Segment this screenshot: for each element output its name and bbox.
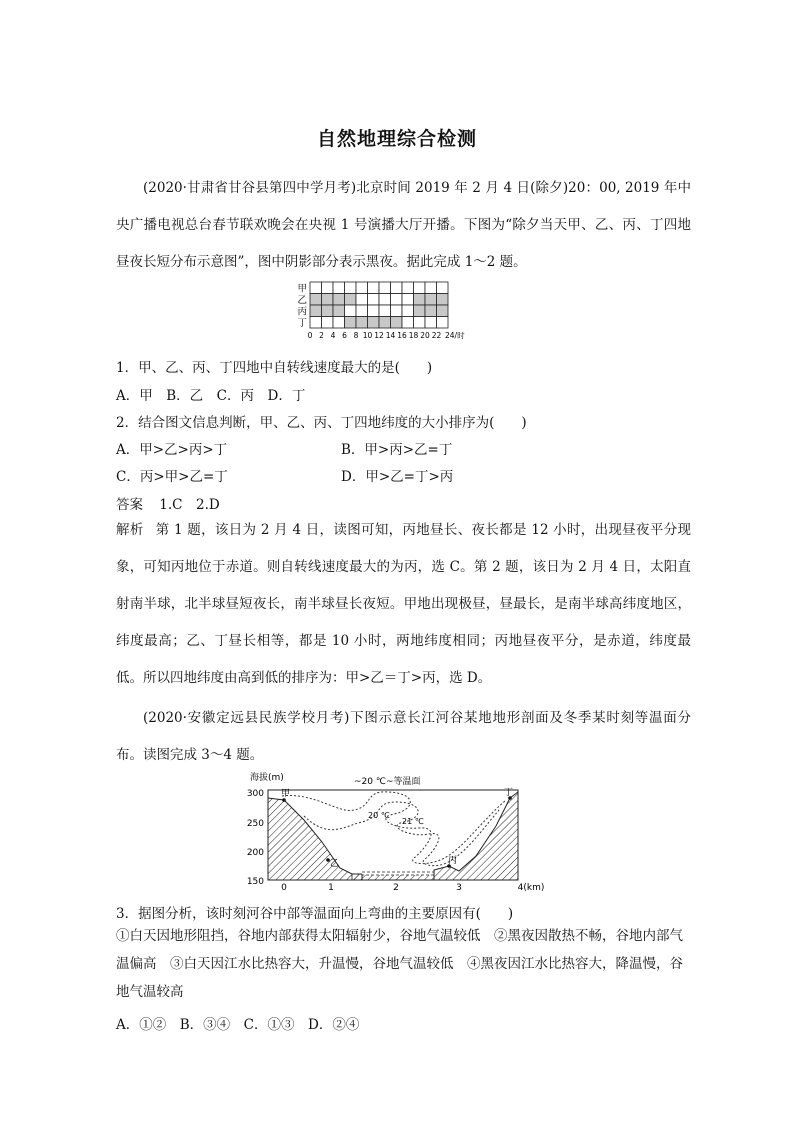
- day-cell: [333, 317, 345, 329]
- day-cell: [379, 305, 391, 317]
- day-cell: [345, 282, 357, 294]
- intro-paragraph-1: (2020·甘肃省甘谷县第四中学月考)北京时间 2019 年 2 月 4 日(除夕)20：00, 2019 年中央广播电视总台春节联欢晚会在央视 1 号演播大厅开播。下图为“除夕当天甲、乙、丙、丁四地昼夜长短分布示意图”，图中阴影部分表示黑夜。据此完成 1～2 题。: [116, 180, 691, 270]
- day-cell: [414, 317, 426, 329]
- day-cell: [402, 305, 414, 317]
- x-tick-label: 6: [342, 331, 347, 340]
- x-tick-label: 10: [362, 331, 373, 340]
- y-tick-label: 150: [246, 877, 264, 887]
- valley-profile-figure: [244, 770, 549, 895]
- day-cell: [437, 282, 449, 294]
- answer-text: 1.C 2.D: [159, 497, 220, 513]
- y-tick-label: 250: [246, 819, 264, 829]
- day-cell: [345, 305, 357, 317]
- x-tick-label: 4(km): [517, 883, 545, 893]
- question-2-option-b: B．甲>丙>乙=丁: [341, 442, 453, 458]
- day-night-figure: [290, 280, 500, 345]
- day-cell: [368, 294, 380, 306]
- x-tick-label: 20: [420, 331, 430, 340]
- day-cell: [310, 317, 322, 329]
- night-cell: [333, 305, 345, 317]
- y-axis-title: 海拔(m): [250, 773, 284, 783]
- night-cell: [425, 305, 437, 317]
- day-cell: [425, 282, 437, 294]
- night-cell: [310, 305, 322, 317]
- night-cell: [425, 294, 437, 306]
- point-jia-label: 甲: [281, 789, 291, 799]
- question-1-stem: 1．甲、乙、丙、丁四地中自转线速度最大的是( ): [116, 360, 433, 376]
- night-cell: [368, 317, 380, 329]
- analysis-paragraph: [116, 512, 691, 697]
- point-ding-label: 丁: [504, 788, 514, 798]
- y-tick-label: 200: [246, 848, 264, 858]
- day-cell: [356, 282, 368, 294]
- row-label: 丁: [297, 318, 307, 329]
- day-cell: [356, 294, 368, 306]
- x-tick-label: 22: [431, 331, 442, 340]
- question-2-option-a: A．甲>乙>丙>丁: [116, 442, 228, 458]
- x-tick-label: 14: [385, 331, 396, 340]
- night-cell: [437, 305, 449, 317]
- x-tick-label: 2: [319, 331, 324, 340]
- answer-label: 答案: [116, 497, 143, 513]
- isotherm-20-label: 20 ℃: [368, 811, 390, 820]
- night-cell: [391, 317, 403, 329]
- question-2-stem: 2．结合图文信息判断，甲、乙、丙、丁四地纬度的大小排序为( ): [116, 415, 527, 431]
- row-label: 甲: [297, 283, 307, 295]
- x-tick-label: 8: [353, 331, 359, 340]
- question-3-statements: ①白天因地形阻挡，谷地内部获得太阳辐射少，谷地气温较低 ②黑夜因散热不畅，谷地内部气温偏高 ③白天因江水比热容大，升温慢，谷地气温较低 ④黑夜因江水比热容大，降温慢，谷地气温较高: [116, 928, 683, 1000]
- row-label: 乙: [297, 295, 307, 306]
- day-cell: [368, 305, 380, 317]
- y-tick-labels: [247, 789, 264, 887]
- night-cell: [414, 305, 426, 317]
- river: [362, 872, 434, 875]
- day-cell: [391, 294, 403, 306]
- point-bing-label: 丙: [448, 856, 458, 866]
- x-tick-label: 0: [307, 331, 313, 340]
- question-2-option-c: C．丙>甲>乙=丁: [116, 469, 228, 485]
- analysis-text: 第 1 题，该日为 2 月 4 日，读图可知，丙地昼长、夜长都是 12 小时，出现昼夜平分现象，可知丙地位于赤道。则自转线速度最大的为丙，选 C。第 2 题，该日为 2 月 4 日，太阳直射南半球，北半球昼短夜长，南半球昼长夜短。甲地出现极昼，昼最长，是南半球高纬度地区，纬度最高；乙、丁昼长相等，都是 10 小时，两地纬度相同；丙地昼夜平分，是赤道，纬度最低。所以四地纬度由高到低的排序为：甲>乙＝丁>丙，选 D。: [116, 522, 692, 686]
- night-cell: [356, 317, 368, 329]
- night-cell: [333, 294, 345, 306]
- day-night-grid: [310, 282, 448, 328]
- x-tick-label: 18: [408, 331, 419, 340]
- day-cell: [402, 282, 414, 294]
- night-cell: [379, 317, 391, 329]
- day-cell: [356, 305, 368, 317]
- x-tick-labels: [281, 883, 544, 893]
- day-cell: [379, 282, 391, 294]
- page-title: 自然地理综合检测: [316, 128, 477, 150]
- terrain-right-slope: [434, 792, 518, 880]
- x-tick-label: 4: [330, 331, 336, 340]
- day-cell: [333, 282, 345, 294]
- night-cell: [345, 317, 357, 329]
- night-cell: [345, 294, 357, 306]
- x-tick-label: 3: [456, 883, 462, 893]
- x-tick-label: 0: [281, 883, 287, 893]
- day-cell: [425, 317, 437, 329]
- day-cell: [368, 282, 380, 294]
- analysis-label: 解析: [116, 522, 144, 538]
- question-3-stem: 3．据图分析，该时刻河谷中部等温面向上弯曲的主要原因有( ): [116, 906, 514, 922]
- row-labels: [297, 284, 307, 330]
- night-cell: [437, 294, 449, 306]
- day-cell: [322, 317, 334, 329]
- day-cell: [414, 282, 426, 294]
- row-label: 丙: [297, 306, 307, 318]
- day-cell: [437, 317, 449, 329]
- isotherm-21c: [304, 802, 499, 866]
- isotherm-21-label: 21 ℃: [402, 817, 424, 826]
- point-yi-label: 乙: [330, 859, 340, 869]
- day-cell: [391, 305, 403, 317]
- day-cell: [379, 294, 391, 306]
- day-cell: [322, 282, 334, 294]
- answer-line: [116, 493, 220, 513]
- x-tick-label: 2: [393, 883, 399, 893]
- x-tick-label: 12: [374, 331, 384, 340]
- y-tick-label: 300: [246, 789, 264, 799]
- x-tick-label: 1: [328, 883, 334, 893]
- isotherm-legend-label: ~20 ℃~等温面: [354, 777, 421, 787]
- intro-paragraph-2: (2020·安徽定远县民族学校月考)下图示意长江河谷某地地形剖面及冬季某时刻等温面分布。读图完成 3～4 题。: [116, 710, 691, 763]
- day-cell: [310, 282, 322, 294]
- day-cell: [402, 317, 414, 329]
- night-cell: [414, 294, 426, 306]
- x-tick-labels: [308, 330, 465, 340]
- night-cell: [322, 294, 334, 306]
- day-cell: [391, 282, 403, 294]
- night-cell: [322, 305, 334, 317]
- x-tick-label: 16: [397, 331, 407, 340]
- x-tick-label: 24/时: [445, 331, 465, 340]
- question-3-options: A．①② B．③④ C．①③ D．②④: [116, 1017, 360, 1033]
- day-cell: [402, 294, 414, 306]
- question-2-option-d: D．甲>乙=丁>丙: [341, 469, 454, 485]
- question-1-options: A．甲 B．乙 C．丙 D．丁: [116, 388, 306, 404]
- night-cell: [310, 294, 322, 306]
